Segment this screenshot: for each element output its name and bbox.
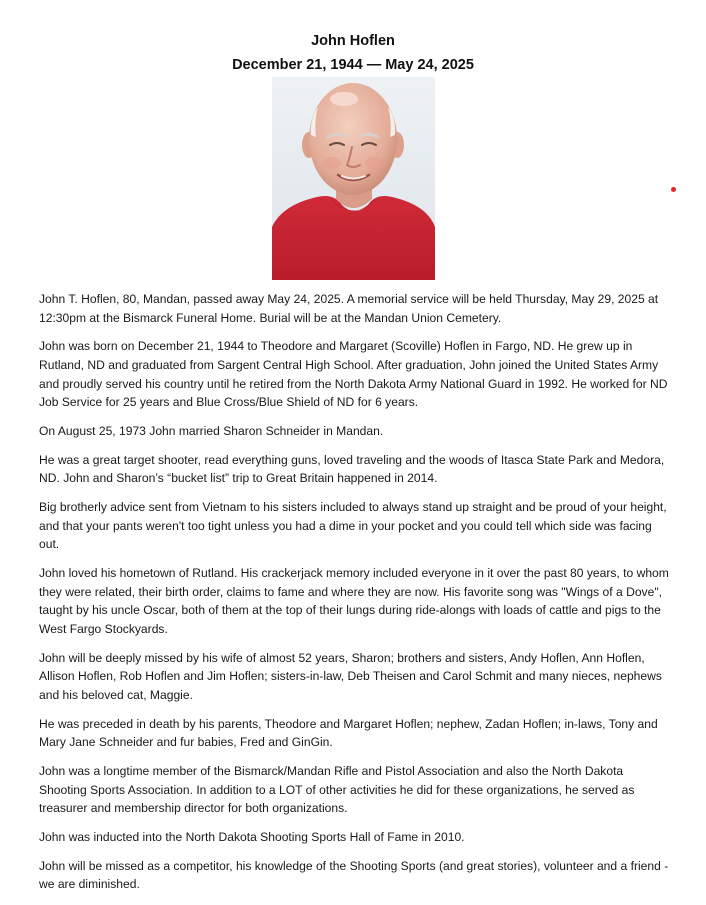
paragraph-marriage: On August 25, 1973 John married Sharon Schneider in Mandan.	[39, 423, 384, 438]
paragraph-announcement: John T. Hoflen, 80, Mandan, passed away May 24, 2025. A memorial service will be held Thursday, May 29, 2025 at 12:30pm at the Bismarck Funeral Home. Burial will be at the Mandan Union Cemetery.	[39, 292, 659, 325]
paragraph-closing: John will be missed as a competitor, his knowledge of the Shooting Sports (and great stories), volunteer and a friend - we are diminished.	[39, 858, 669, 892]
paragraph-associations: John was a longtime member of the Bismarck/Mandan Rifle and Pistol Association and also the North Dakota Shooting Sports Association. In addition to a LOT of other activities he did for these organizations, he served as treasurer and membership director for both organizations.	[39, 763, 635, 816]
obituary-body	[39, 290, 669, 904]
paragraph-early-life: John was born on December 21, 1944 to Theodore and Margaret (Scoville) Hoflen in Fargo, ND. He grew up in Rutland, ND and graduated from Sargent Central High School. After graduation, John joined the United States Army and proudly served his country until he retired from the North Dakota Army National Guard in 1992. He worked for ND Job Service for 25 years and Blue Cross/Blue Shield of ND for 6 years.	[39, 339, 668, 410]
paragraph-advice: Big brotherly advice sent from Vietnam to his sisters included to always stand up straight and be proud of your height, and that your pants weren't too tight unless you had a dime in your pocket and you could tell which side was facing out.	[39, 500, 667, 552]
paragraph-hometown: John loved his hometown of Rutland. His crackerjack memory included everyone in it over the past 80 years, to whom they were related, their birth order, claims to fame and where they are now. His favorite song was "Wings of a Dove", taught by his uncle Oscar, both of them at the top of their lungs during ride-alongs with loads of cattle and pigs to the West Fargo Stockyards.	[39, 566, 669, 636]
red-dot-mark	[671, 187, 676, 192]
obituary-dates: December 21, 1944 — May 24, 2025	[232, 57, 474, 73]
paragraph-hobbies: He was a great target shooter, read everything guns, loved traveling and the woods of Itasca State Park and Medora, ND. John and Sharon’s “bucket list” trip to Great Britain happened in 2014.	[39, 452, 665, 486]
paragraph-survivors: John will be deeply missed by his wife of almost 52 years, Sharon; brothers and sisters, Andy Hoflen, Ann Hoflen, Allison Hoflen, Rob Hoflen and Jim Hoflen; sisters-in-law, Deb Theisen and Carol Schmit and many nieces, nephews and his beloved cat, Maggie.	[39, 650, 662, 702]
paragraph-preceded: He was preceded in death by his parents, Theodore and Margaret Hoflen; nephew, Zadan Hoflen; in-laws, Tony and Mary Jane Schneider and fur babies, Fred and GinGin.	[39, 716, 658, 750]
obituary-name: John Hoflen	[311, 33, 395, 49]
portrait-photo	[272, 77, 435, 280]
paragraph-hall-of-fame: John was inducted into the North Dakota Shooting Sports Hall of Fame in 2010.	[39, 829, 465, 844]
